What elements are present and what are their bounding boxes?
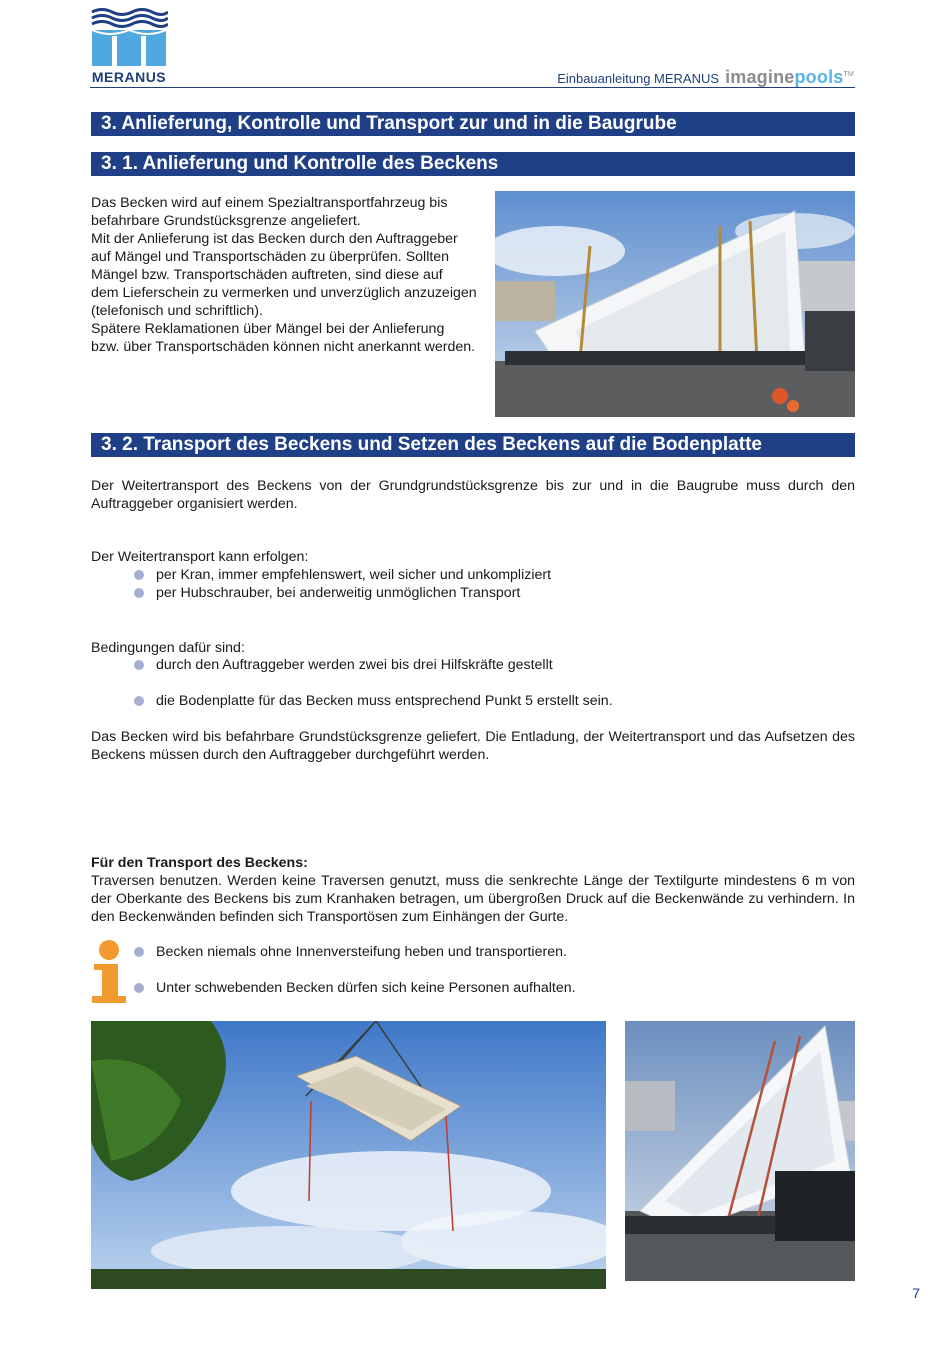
photo-pool-truck-side (625, 1021, 855, 1281)
info-icon (90, 938, 128, 1004)
list-item: per Kran, immer empfehlenswert, weil sicher und unkompliziert (134, 566, 551, 584)
header-right (557, 66, 854, 88)
options-list (134, 566, 551, 602)
list-item: durch den Auftraggeber werden zwei bis drei Hilfskräfte gestellt (134, 656, 553, 674)
section-3-2-intro: Der Weitertransport des Beckens von der Grundgrundstücksgrenze bis zur und in die Baugrube muss durch den Auftraggeber organisiert werden. (91, 478, 855, 512)
section-3-2-title: 3. 2. Transport des Beckens und Setzen des Beckens auf die Bodenplatte (91, 433, 855, 457)
header-divider (90, 87, 855, 88)
list-item: Unter schwebenden Becken dürfen sich keine Personen aufhalten. (134, 979, 576, 997)
brand-logo: imaginepools™ (725, 67, 854, 87)
list-item: Becken niemals ohne Innenversteifung heben und transportieren. (134, 943, 567, 961)
list-item: die Bodenplatte für das Becken muss entsprechend Punkt 5 erstellt sein. (134, 692, 613, 710)
transport-text: Traversen benutzen. Werden keine Traversen genutzt, muss die senkrechte Länge der Textilgurte mindestens 6 m von der Oberkante des Beckens bis zum Kranhaken betragen, um übergroßen Druck auf die Beckenwände zu verhindern. In den Beckenwänden befinden sich Transportösen zum Einhängen der Gurte. (91, 873, 855, 925)
list-item: per Hubschrauber, bei anderweitig unmöglichen Transport (134, 584, 551, 602)
delivery-note: Das Becken wird bis befahrbare Grundstücksgrenze geliefert. Die Entladung, der Weitertransport und das Aufsetzen des Beckens müssen durch den Auftraggeber durchgeführt werden. (91, 729, 855, 763)
warnings-list (134, 943, 567, 961)
page-number: 7 (912, 1285, 920, 1301)
warnings-list-2 (134, 979, 576, 997)
photo-pool-on-truck (495, 191, 855, 417)
transport-heading: Für den Transport des Beckens: (91, 855, 308, 871)
section-3-1-title: 3. 1. Anlieferung und Kontrolle des Beckens (91, 152, 855, 176)
conditions-list (134, 656, 553, 674)
doc-title: Einbauanleitung MERANUS (557, 71, 720, 86)
section-3-title: 3. Anlieferung, Kontrolle und Transport zur und in die Baugrube (91, 112, 855, 136)
conditions-list-2 (134, 692, 613, 710)
logo-text: MERANUS (91, 69, 167, 85)
section-3-1-text: Das Becken wird auf einem Spezialtransportfahrzeug bis befahrbare Grundstücksgrenze angeliefert. Mit der Anlieferung ist das Becken durch den Auftraggeber auf Mängel und Transportschäden zu überprüfen. Sollten Mängel bzw. Transportschäden auftreten, sind diese auf dem Lieferschein zu vermerken und unverzüglich anzuzeigen (telefonisch und schriftlich). Spätere Reklamationen über Mängel bei der Anlieferung bzw. über Transportschäden können nicht anerkannt werden. (91, 195, 477, 355)
photo-pool-lifted (91, 1021, 606, 1289)
options-label: Der Weitertransport kann erfolgen: (91, 549, 309, 565)
conditions-label: Bedingungen dafür sind: (91, 640, 245, 656)
